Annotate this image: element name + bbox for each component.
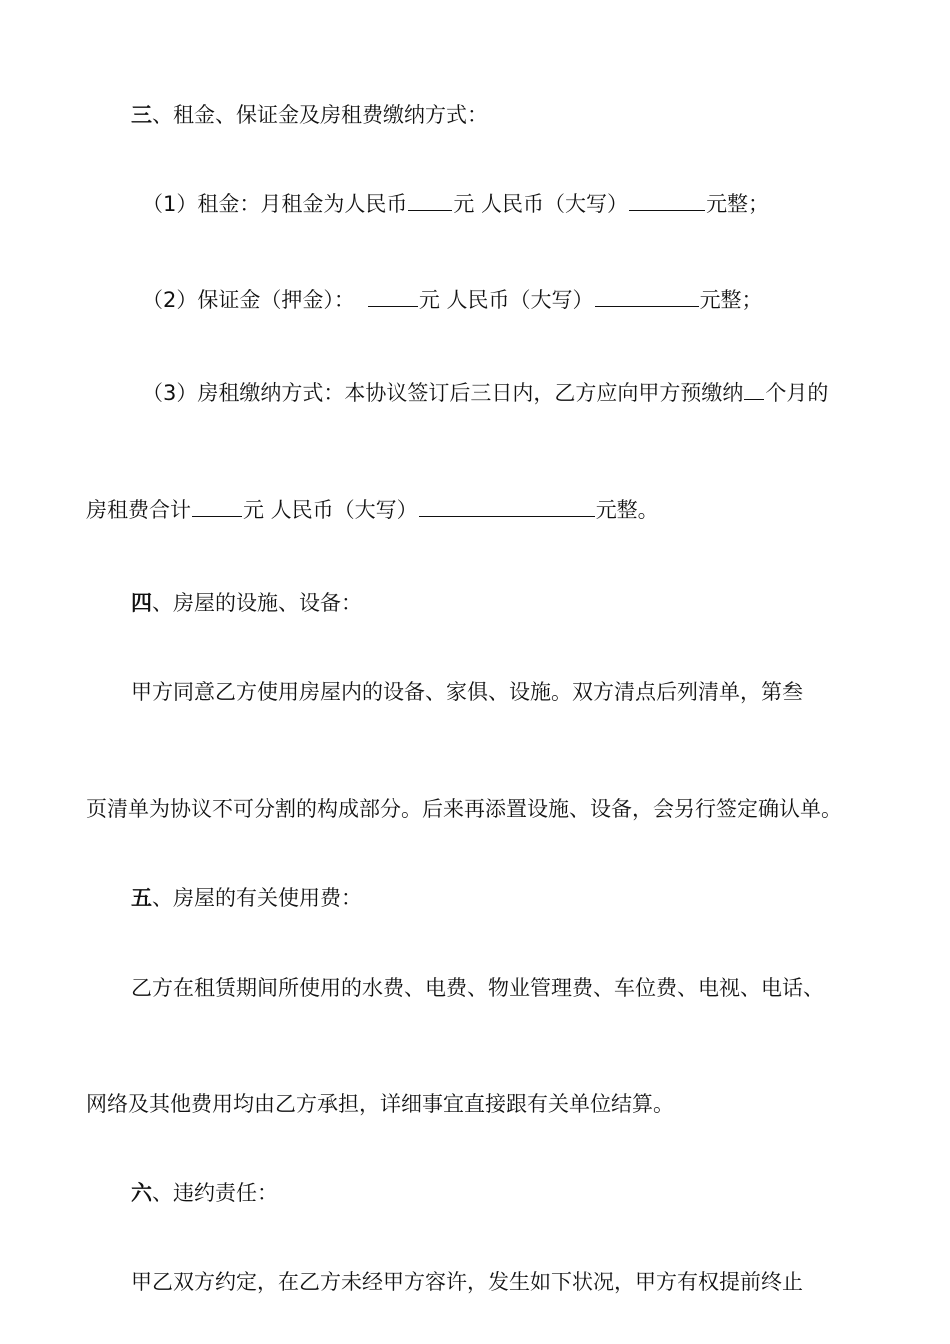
clause-payment [142,379,828,407]
section-6-heading [131,1179,278,1207]
clause-deposit [142,286,763,314]
section-3-heading [131,101,488,129]
paragraph-line: 甲乙双方约定，在乙方未经甲方容许，发生如下状况，甲方有权提前终止 [131,1270,803,1294]
paragraph-line: 乙方在租赁期间所使用的水费、电费、物业管理费、车位费、电视、电话、 [131,976,824,1000]
clause-text: （1）租金：月租金为人民币 [142,192,408,216]
clause-text: 元整。 [595,498,659,522]
section-number: 六 [131,1181,152,1205]
clause-text: 房租费合计 [86,498,191,522]
section-number: 五 [131,886,152,910]
section-title: 、租金、保证金及房租费缴纳方式： [152,103,488,127]
section-title: 、房屋的设施、设备： [152,591,362,615]
blank-field [419,496,595,517]
section-title: 、房屋的有关使用费： [152,886,362,910]
clause-text: 元 人民币（大写） [453,192,629,216]
clause-text: 元整； [706,192,770,216]
clause-text: （3）房租缴纳方式：本协议签订后三日内，乙方应向甲方预缴纳 [142,381,744,405]
clause-text: 元 人民币（大写） [418,288,594,312]
section-5-heading [131,884,362,912]
paragraph-line: 甲方同意乙方使用房屋内的设备、家俱、设施。双方清点后列清单，第叁 [131,680,803,704]
blank-field [408,190,452,211]
clause-payment-continued [86,496,659,524]
clause-text: （2）保证金（押金）： [142,288,355,312]
clause-text: 元 人民币（大写） [243,498,418,522]
blank-field [629,190,705,211]
paragraph-line: 网络及其他费用均由乙方承担，详细事宜直接跟有关单位结算。 [86,1092,674,1116]
blank-field [368,286,418,307]
section-number: 四 [131,591,152,615]
paragraph-line: 页清单为协议不可分割的构成部分。后来再添置设施、设备，会另行签定确认单。 [86,797,842,821]
section-number: 三 [131,103,152,127]
blank-field [595,286,699,307]
blank-field [192,496,242,517]
blank-field [744,379,764,400]
section-title: 、违约责任： [152,1181,278,1205]
clause-rent [142,190,769,218]
clause-text: 元整； [699,288,763,312]
section-4-heading [131,589,362,617]
clause-text: 个月的 [765,381,829,405]
